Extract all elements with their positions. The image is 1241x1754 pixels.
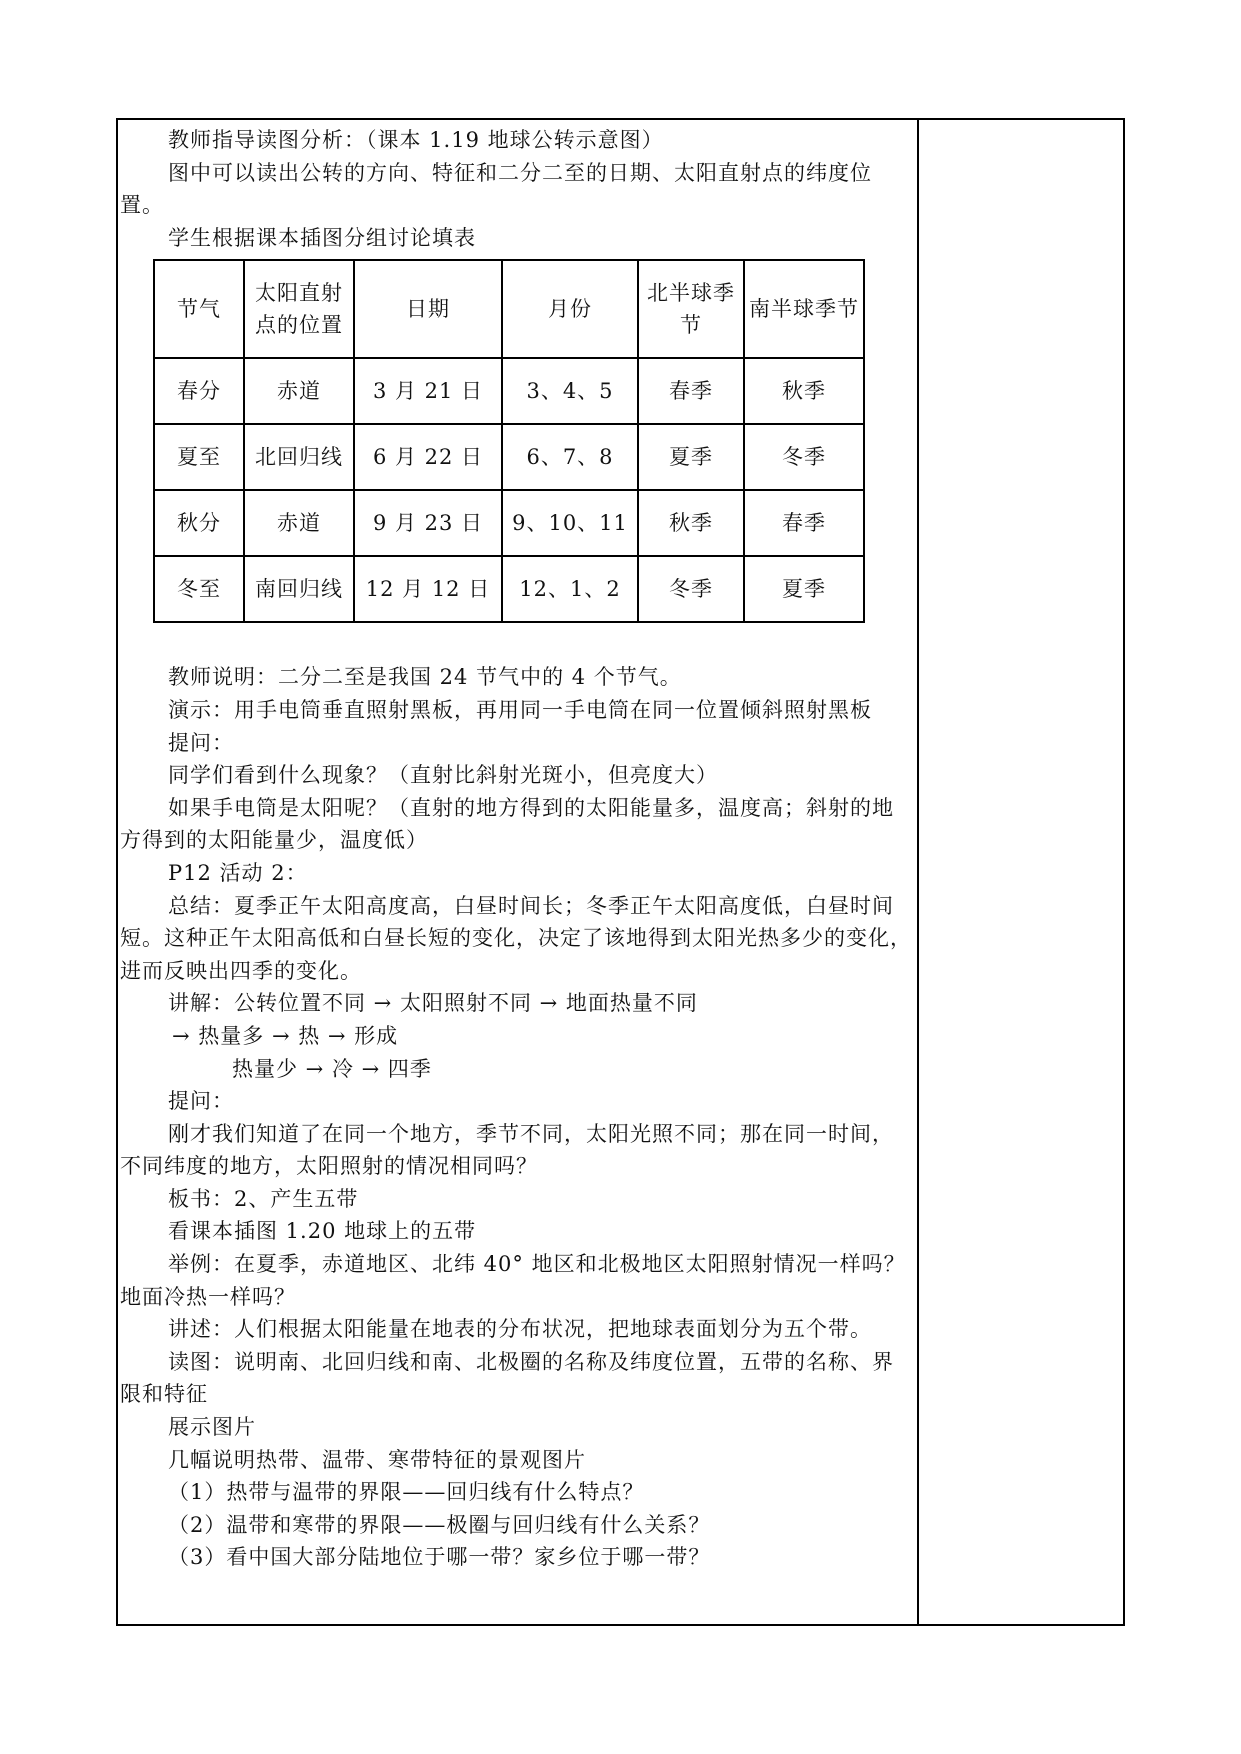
header-cell: 南半球季节 — [744, 260, 864, 358]
text-line: P12 活动 2： — [168, 860, 308, 885]
text-line: 看课本插图 1.20 地球上的五带 — [168, 1219, 477, 1244]
text-line: 板书：2、产生五带 — [168, 1186, 359, 1211]
table-cell: 6、7、8 — [502, 424, 638, 490]
column-divider — [917, 118, 919, 1626]
solar-terms-table — [153, 259, 865, 623]
text-line: 讲述：人们根据太阳能量在地表的分布状况，把地球表面划分为五个带。 — [168, 1317, 872, 1342]
table-cell: 夏季 — [638, 424, 744, 490]
table-cell: 赤道 — [244, 490, 354, 556]
table-cell: 3 月 21 日 — [354, 358, 502, 424]
table-cell: 南回归线 — [244, 556, 354, 622]
text-line: 如果手电筒是太阳呢？（直射的地方得到的太阳能量多，温度高；斜射的地方得到的太阳能量少，温度低） — [120, 795, 894, 853]
text-line: （2）温带和寒带的界限——极圈与回归线有什么关系？ — [168, 1512, 711, 1537]
lesson-content — [120, 124, 915, 1574]
table-cell: 秋分 — [154, 490, 244, 556]
text-line: 同学们看到什么现象？（直射比斜射光斑小，但亮度大） — [168, 763, 718, 788]
table-cell: 春季 — [638, 358, 744, 424]
table-cell: 赤道 — [244, 358, 354, 424]
table-cell: 春季 — [744, 490, 864, 556]
table-header-row — [154, 260, 864, 358]
text-line: 提问： — [168, 730, 234, 755]
text-line: 展示图片 — [168, 1415, 256, 1440]
table-cell: 春分 — [154, 358, 244, 424]
text-line: 演示：用手电筒垂直照射黑板，再用同一手电筒在同一位置倾斜照射黑板 — [168, 697, 872, 722]
header-cell: 北半球季节 — [638, 260, 744, 358]
table-row — [154, 556, 864, 622]
table-cell: 北回归线 — [244, 424, 354, 490]
table-row — [154, 490, 864, 556]
text-line: 读图：说明南、北回归线和南、北极圈的名称及纬度位置，五带的名称、界限和特征 — [120, 1349, 894, 1407]
table-cell: 夏季 — [744, 556, 864, 622]
text-line: 教师指导读图分析：（课本 1.19 地球公转示意图） — [168, 128, 664, 152]
text-line: 学生根据课本插图分组讨论填表 — [168, 225, 476, 250]
table-cell: 冬季 — [638, 556, 744, 622]
header-cell: 节气 — [154, 260, 244, 358]
text-line: 提问： — [168, 1089, 234, 1114]
text-line: 图中可以读出公转的方向、特征和二分二至的日期、太阳直射点的纬度位置。 — [120, 160, 872, 218]
table-cell: 秋季 — [638, 490, 744, 556]
table-cell: 冬季 — [744, 424, 864, 490]
table-cell: 12 月 12 日 — [354, 556, 502, 622]
table-row — [154, 424, 864, 490]
header-cell: 月份 — [502, 260, 638, 358]
text-line: （3）看中国大部分陆地位于哪一带？家乡位于哪一带？ — [168, 1545, 711, 1570]
table-row — [154, 358, 864, 424]
text-line: → 热量多 → 热 → 形成 — [172, 1023, 399, 1048]
table-cell: 6 月 22 日 — [354, 424, 502, 490]
text-line: 教师说明：二分二至是我国 24 节气中的 4 个节气。 — [168, 665, 682, 690]
table-cell: 秋季 — [744, 358, 864, 424]
text-line: 讲解：公转位置不同 → 太阳照射不同 → 地面热量不同 — [168, 991, 698, 1016]
table-cell: 3、4、5 — [502, 358, 638, 424]
table-cell: 9、10、11 — [502, 490, 638, 556]
spacer — [120, 623, 915, 661]
text-line: （1）热带与温带的界限——回归线有什么特点？ — [168, 1480, 645, 1505]
text-line: 刚才我们知道了在同一个地方，季节不同，太阳光照不同；那在同一时间，不同纬度的地方，太阳照射的情况相同吗？ — [120, 1121, 894, 1179]
text-line: 总结：夏季正午太阳高度高，白昼时间长；冬季正午太阳高度低，白昼时间短。这种正午太阳高低和白昼长短的变化，决定了该地得到太阳光热多少的变化，进而反映出四季的变化。 — [120, 893, 912, 983]
text-line: 举例：在夏季，赤道地区、北纬 40° 地区和北极地区太阳照射情况一样吗？地面冷热一样吗？ — [120, 1252, 906, 1309]
table-cell: 9 月 23 日 — [354, 490, 502, 556]
text-line: 几幅说明热带、温带、寒带特征的景观图片 — [168, 1447, 586, 1472]
table-cell: 12、1、2 — [502, 556, 638, 622]
header-cell: 日期 — [354, 260, 502, 358]
table-cell: 冬至 — [154, 556, 244, 622]
header-cell: 太阳直射点的位置 — [244, 260, 354, 358]
text-line: 热量少 → 冷 → 四季 — [232, 1056, 432, 1081]
table-cell: 夏至 — [154, 424, 244, 490]
